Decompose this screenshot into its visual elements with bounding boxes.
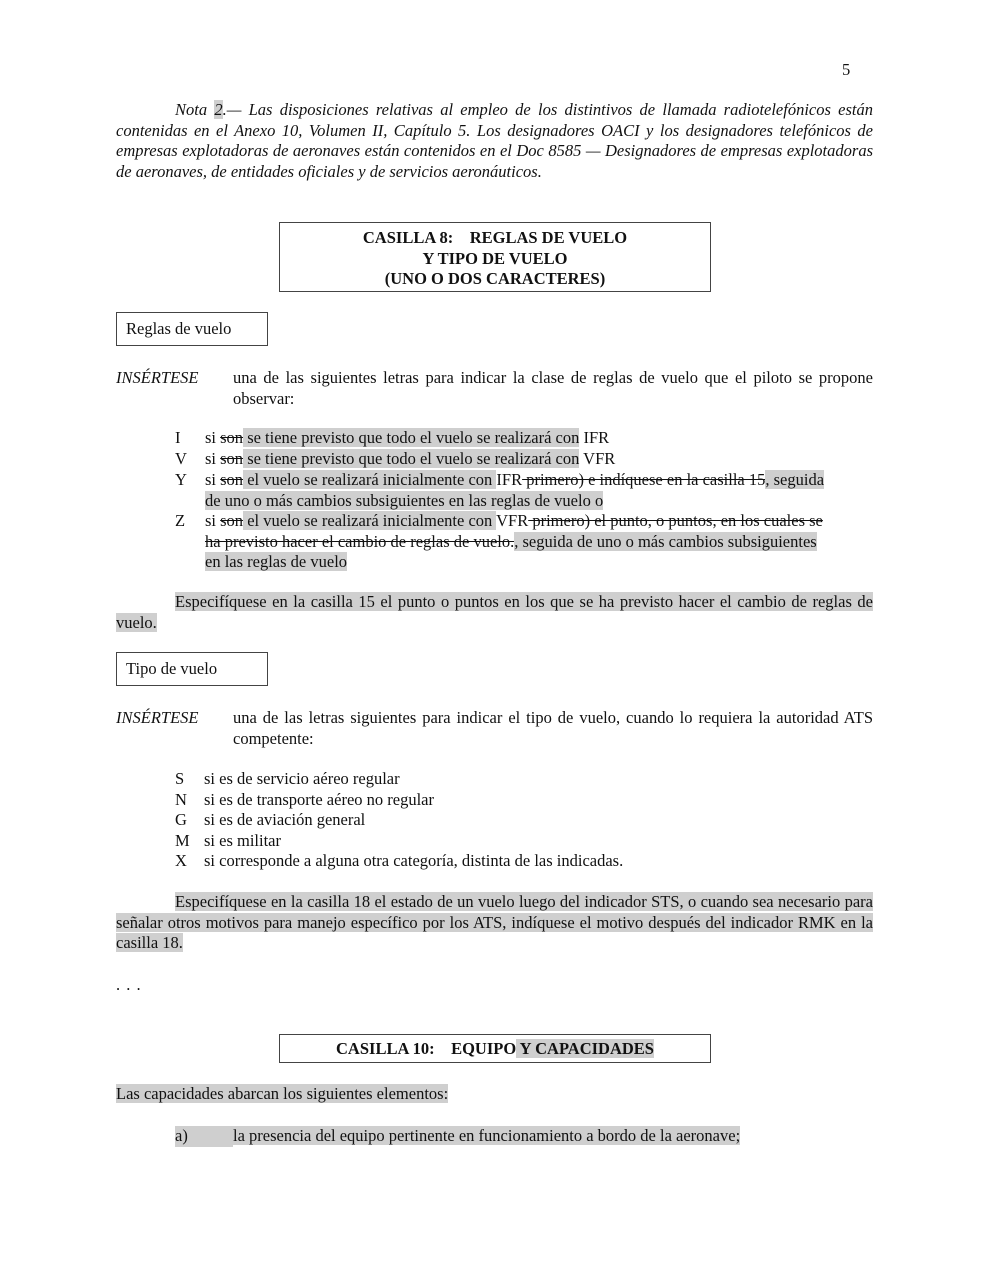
tipo-letter: X — [175, 851, 187, 870]
capacidades-item-text: la presencia del equipo pertinente en funcionamiento a bordo de la aeronave; — [233, 1126, 741, 1145]
reglas-note-text: Especifíquese en la casilla 15 el punto o puntos en los que se ha previsto hacer el cambio de reglas de vuelo. — [116, 592, 873, 632]
tipo-heading-box — [116, 652, 268, 686]
capacidades-intro-text: Las capacidades abarcan los siguientes elementos: — [116, 1084, 449, 1103]
reglas-struck-son: son — [220, 449, 244, 468]
ellipsis: . . . — [116, 975, 142, 994]
tipo-item-s — [175, 769, 623, 790]
tipo-letter: S — [175, 769, 185, 788]
reglas-item-z — [175, 511, 873, 573]
reglas-letter: Z — [175, 511, 186, 530]
reglas-struck-text: primero) e indíquese en la casilla 15 — [522, 470, 766, 489]
reglas-struck-son: son — [220, 428, 244, 447]
casilla-10-title-added: Y CAPACIDADES — [516, 1039, 654, 1058]
reglas-item-v — [175, 449, 615, 470]
capacidades-intro — [116, 1084, 448, 1105]
reglas-rule-code: IFR — [579, 428, 610, 447]
reglas-highlight-text: , seguida — [765, 470, 825, 489]
reglas-heading-box — [116, 312, 268, 346]
casilla-8-line-2: Y TIPO DE VUELO — [422, 248, 568, 268]
reglas-item-y — [175, 470, 873, 511]
reglas-letter: V — [175, 449, 187, 468]
reglas-struck-son: son — [220, 511, 244, 530]
tipo-heading: Tipo de vuelo — [126, 659, 218, 678]
tipo-letter: M — [175, 830, 190, 850]
reglas-struck-text: primero) el punto, o puntos, en los cuales se — [528, 511, 823, 530]
reglas-letter: Y — [175, 470, 187, 489]
casilla-10-title-box — [279, 1034, 711, 1063]
nota-text: .— Las disposiciones relativas al empleo de los distintivos de llamada radiotelefónicos están contenidas en el Anexo 10, Volumen II, Capítulo 5. Los designadores OACI y los designadores telefónicos de empresas explotadoras de aeronaves están contenidos en el Doc 8585 — Designadores de empresas explotadoras de aeronaves, de entidades oficiales y de servicios aeronáuticos. — [116, 100, 873, 181]
reglas-rule-code: VFR — [496, 511, 529, 530]
tipo-item-n — [175, 790, 623, 811]
reglas-struck-son: son — [220, 470, 244, 489]
reglas-rule-code: VFR — [579, 449, 616, 468]
reglas-intro: una de las siguientes letras para indicar la clase de reglas de vuelo que el piloto se propone observar: — [233, 368, 873, 408]
tipo-insertese-label: INSÉRTESE — [116, 708, 199, 727]
reglas-letter: I — [175, 428, 181, 447]
nota-paragraph — [116, 100, 873, 182]
reglas-si: si — [205, 428, 221, 447]
tipo-list — [175, 769, 623, 872]
casilla-8-line-1: CASILLA 8: REGLAS DE VUELO — [362, 228, 628, 247]
reglas-highlight-text: el vuelo se realizará inicialmente con — [243, 470, 497, 489]
reglas-note — [116, 592, 873, 633]
reglas-highlight-text: de uno o más cambios subsiguientes en las reglas de vuelo o — [205, 490, 604, 510]
tipo-text: si corresponde a alguna otra categoría, distinta de las indicadas. — [204, 851, 624, 870]
casilla-8-title-box — [279, 222, 711, 292]
reglas-highlight-text: en las reglas de vuelo — [205, 552, 348, 571]
reglas-si: si — [205, 511, 221, 530]
reglas-rule-code: IFR — [496, 470, 523, 489]
tipo-text: si es de transporte aéreo no regular — [204, 789, 434, 809]
reglas-insertese-label: INSÉRTESE — [116, 368, 199, 387]
reglas-highlight-text: el vuelo se realizará inicialmente con — [243, 511, 497, 530]
nota-label: Nota — [175, 100, 215, 119]
tipo-intro: una de las letras siguientes para indicar el tipo de vuelo, cuando lo requiera la autoridad ATS competente: — [233, 708, 873, 748]
tipo-item-m — [175, 831, 623, 852]
tipo-item-x — [175, 851, 623, 872]
casilla-10-title: CASILLA 10: EQUIPO — [336, 1039, 517, 1058]
capacidades-item-label: a) — [175, 1126, 233, 1147]
reglas-si: si — [205, 470, 221, 489]
reglas-highlight-text: se tiene previsto que todo el vuelo se realizará con — [243, 428, 580, 447]
tipo-letter: N — [175, 789, 187, 809]
reglas-highlight-text: se tiene previsto que todo el vuelo se realizará con — [243, 449, 580, 468]
tipo-note — [116, 892, 873, 954]
capacidades-item-a — [175, 1126, 740, 1147]
reglas-item-i — [175, 428, 609, 449]
tipo-item-g — [175, 810, 623, 831]
reglas-heading: Reglas de vuelo — [126, 319, 232, 338]
casilla-8-line-3: (UNO O DOS CARACTERES) — [384, 269, 606, 288]
page-number: 5 — [842, 60, 851, 79]
reglas-si: si — [205, 449, 221, 468]
tipo-text: si es de aviación general — [204, 810, 366, 829]
tipo-letter: G — [175, 810, 187, 829]
reglas-highlight-text: , seguida de uno o más cambios subsiguientes — [514, 531, 817, 551]
tipo-text: si es militar — [204, 830, 281, 850]
reglas-struck-text: ha previsto hacer el cambio de reglas de vuelo. — [205, 531, 515, 551]
tipo-text: si es de servicio aéreo regular — [204, 769, 400, 788]
nota-number: 2 — [214, 100, 223, 119]
tipo-note-text: Especifíquese en la casilla 18 el estado de un vuelo luego del indicador STS, o cuando sea necesario para señalar otros motivos para manejo específico por los ATS, indíquese el motivo después del indicador RMK en la casilla 18. — [116, 892, 873, 952]
